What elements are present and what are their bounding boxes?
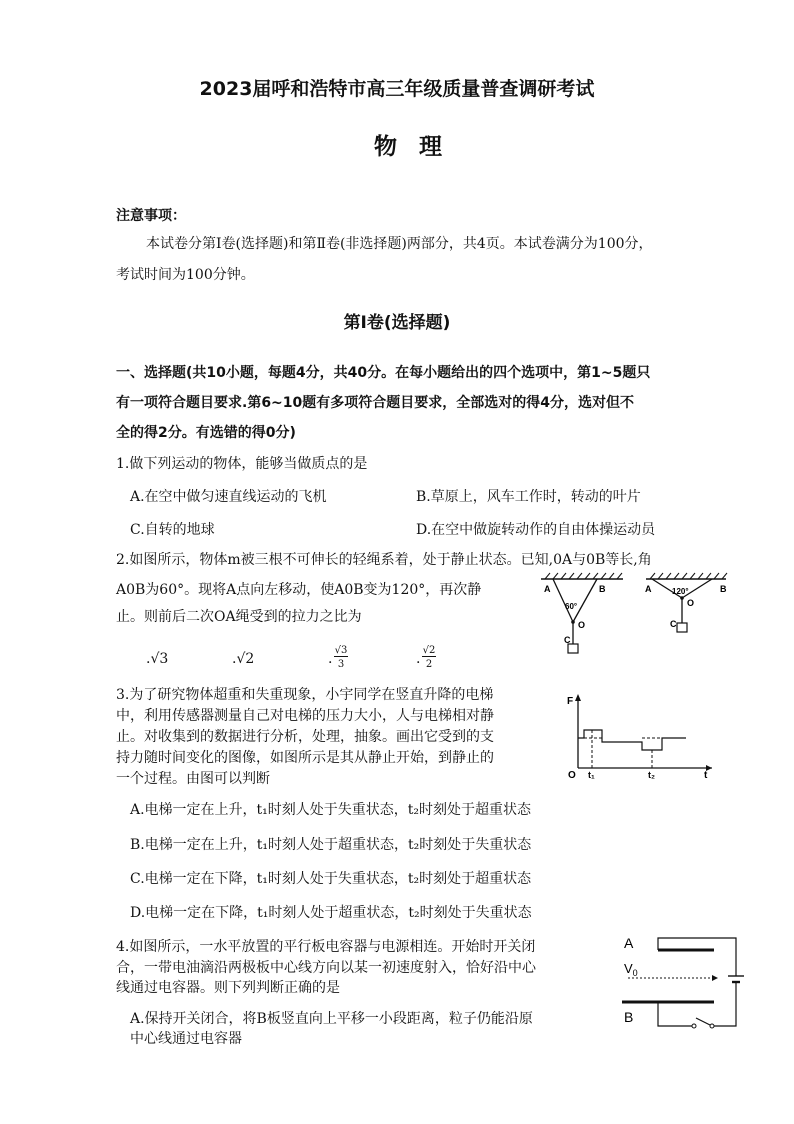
q2-fig2-label-a: A	[645, 584, 652, 594]
q2-figure-before	[535, 572, 635, 658]
q2-fig1-label-b: B	[599, 584, 606, 594]
q3-option-b: B.电梯一定在上升，t₁时刻人处于超重状态，t₂时刻处于失重状态	[130, 837, 532, 853]
q4-option-a-line-2: 中心线通过电容器	[130, 1031, 242, 1047]
q4-fig-label-b: B	[624, 1009, 634, 1025]
q4-line-1: 4.如图所示，一水平放置的平行板电容器与电源相连。开始时开关闭	[116, 939, 536, 955]
q1-stem: 1.做下列运动的物体，能够当做质点的是	[116, 456, 368, 472]
q2-fig2-label-b: B	[720, 584, 727, 594]
q4-fig-velocity: $V_0$	[624, 961, 638, 978]
q4-capacitor-figure	[618, 930, 746, 1034]
q3-graph-label-f: F	[567, 696, 574, 707]
q3-graph-label-t: t	[704, 770, 708, 781]
q3-graph-label-t1: t₁	[588, 770, 595, 780]
notice-heading: 注意事项：	[116, 208, 186, 224]
q3-option-c: C.电梯一定在下降，t₁时刻人处于失重状态，t₂时刻处于超重状态	[130, 871, 532, 887]
q3-line-5: 一个过程。由图可以判断	[116, 771, 270, 787]
q2-line-3: 止。则前后二次OA绳受到的拉力之比为	[116, 609, 362, 625]
q4-fig-label-a: A	[624, 935, 634, 951]
subject-title: 物理	[374, 134, 464, 160]
q3-line-2: 中，利用传感器测量自己对电梯的压力大小，人与电梯相对静	[116, 708, 494, 724]
exam-title: 2023届呼和浩特市高三年级质量普查调研考试	[199, 78, 595, 100]
q4-option-a-line-1: A.保持开关闭合，将B板竖直向上平移一小段距离，粒子仍能沿原	[130, 1011, 533, 1027]
q4-line-2: 合，一带电油滴沿两极板中心线方向以某一初速度射入，恰好沿中心	[116, 960, 536, 976]
q2-line-1: 2.如图所示，物体m被三根不可伸长的轻绳系着，处于静止状态。已知,0A与0B等长,角	[116, 552, 652, 568]
notice-line-2: 考试时间为100分钟。	[116, 267, 255, 283]
q2-option-c-numerator: √3	[334, 645, 348, 656]
q2-option-b: .√2	[232, 651, 255, 667]
q3-line-1: 3.为了研究物体超重和失重现象，小宇同学在竖直升降的电梯	[116, 687, 494, 703]
q3-force-time-graph	[562, 690, 722, 782]
q2-fig1-angle: 60°	[565, 602, 578, 611]
section-instructions-line-2: 有一项符合题目要求.第6~10题有多项符合题目要求，全部选对的得4分，选对但不	[116, 395, 635, 411]
q2-option-d-denominator: 2	[425, 659, 433, 670]
q3-option-d: D.电梯一定在下降，t₁时刻人处于超重状态，t₂时刻处于失重状态	[130, 905, 532, 921]
q3-option-a: A.电梯一定在上升，t₁时刻人处于失重状态，t₂时刻处于超重状态	[130, 802, 532, 818]
q2-fig2-angle: 120°	[672, 587, 689, 596]
notice-line-1: 本试卷分第Ⅰ卷(选择题)和第Ⅱ卷(非选择题)两部分，共4页。本试卷满分为100分，	[146, 236, 653, 252]
q3-graph-label-o: O	[568, 770, 576, 781]
q1-option-b: B.草原上，风车工作时，转动的叶片	[416, 489, 641, 505]
q3-graph-label-t2: t₂	[648, 770, 655, 780]
q2-fig1-label-c: C	[564, 635, 571, 645]
q2-fig2-label-c: C	[670, 619, 677, 629]
q3-line-4: 持力随时间变化的图像，如图所示是其从静止开始，到静止的	[116, 750, 494, 766]
q2-option-c-denominator: 3	[337, 659, 345, 670]
q2-fig1-label-o: O	[578, 620, 586, 630]
part-title: 第Ⅰ卷(选择题)	[343, 313, 451, 333]
q2-option-a: .√3	[146, 651, 169, 667]
q2-fig1-label-a: A	[544, 584, 551, 594]
q1-option-a: A.在空中做匀速直线运动的飞机	[130, 489, 327, 505]
q2-figure-after	[642, 572, 742, 642]
q2-option-d-numerator: √2	[422, 645, 436, 656]
q1-option-c: C.自转的地球	[130, 522, 215, 538]
section-instructions-line-1: 一、选择题(共10小题，每题4分，共40分。在每小题给出的四个选项中，第1~5题只	[116, 365, 651, 381]
q2-line-2: A0B为60°。现将A点向左移动，使A0B变为120°，再次静	[116, 582, 482, 598]
q3-line-3: 止。对收集到的数据进行分析，处理，抽象。画出它受到的支	[116, 729, 494, 745]
section-instructions-line-3: 全的得2分。有选错的得0分)	[116, 425, 296, 441]
q1-option-d: D.在空中做旋转动作的自由体操运动员	[416, 522, 656, 538]
q4-line-3: 线通过电容器。则下列判断正确的是	[116, 980, 340, 996]
q2-fig2-label-o: O	[687, 598, 695, 608]
